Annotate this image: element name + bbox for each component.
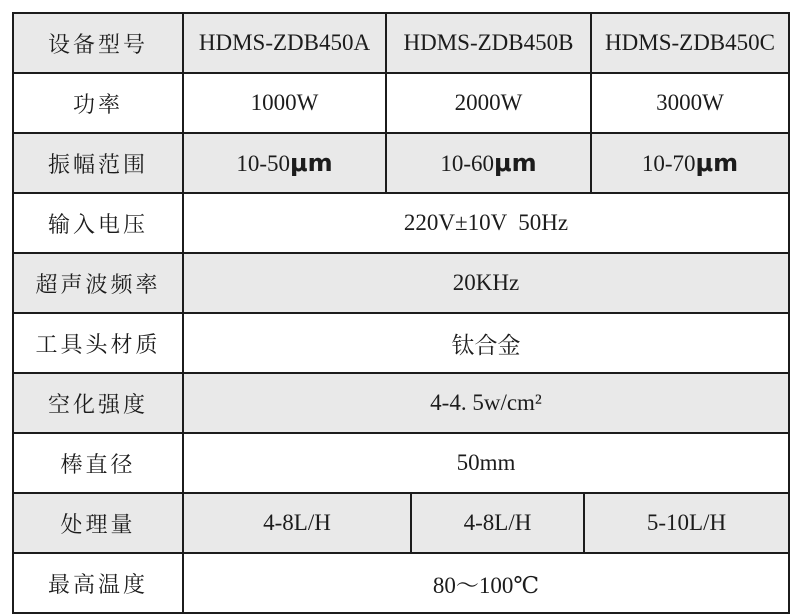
spec-value: 3000W — [591, 73, 789, 133]
spec-value: 20KHz — [183, 253, 789, 313]
amplitude-unit: μm — [290, 149, 333, 177]
spec-value: 4-8L/H — [183, 493, 411, 553]
spec-table — [12, 12, 790, 614]
spec-value — [591, 133, 789, 193]
spec-value: 50mm — [183, 433, 789, 493]
row-label: 处理量 — [13, 493, 183, 553]
row-label: 输入电压 — [13, 193, 183, 253]
spec-value: 2000W — [386, 73, 591, 133]
spec-value: 1000W — [183, 73, 386, 133]
amplitude-unit: μm — [695, 149, 739, 177]
spec-value: HDMS-ZDB450A — [183, 13, 386, 73]
row-amplitude-range — [13, 133, 789, 193]
spec-value: HDMS-ZDB450C — [591, 13, 789, 73]
row-label: 工具头材质 — [13, 313, 183, 373]
spec-value: 80～100℃ — [183, 553, 789, 613]
row-max-temperature — [13, 553, 789, 613]
spec-value: 5-10L/H — [584, 493, 789, 553]
row-label: 设备型号 — [13, 13, 183, 73]
row-rod-diameter — [13, 433, 789, 493]
row-label: 超声波频率 — [13, 253, 183, 313]
spec-value — [386, 133, 591, 193]
row-label: 功率 — [13, 73, 183, 133]
amplitude-number: 10-50 — [236, 151, 290, 176]
spec-value: 4-4. 5w/cm² — [183, 373, 789, 433]
row-tool-head-material — [13, 313, 789, 373]
spec-value: HDMS-ZDB450B — [386, 13, 591, 73]
amplitude-number: 10-60 — [440, 151, 494, 176]
row-device-model — [13, 13, 789, 73]
row-ultrasonic-frequency — [13, 253, 789, 313]
spec-value — [183, 133, 386, 193]
amplitude-number: 10-70 — [641, 151, 696, 176]
row-throughput — [13, 493, 789, 553]
row-label: 最高温度 — [13, 553, 183, 613]
row-power — [13, 73, 789, 133]
row-input-voltage — [13, 193, 789, 253]
row-label: 振幅范围 — [13, 133, 183, 193]
spec-value: 钛合金 — [183, 313, 789, 373]
row-cavitation-intensity — [13, 373, 789, 433]
spec-value: 4-8L/H — [411, 493, 584, 553]
row-label: 棒直径 — [13, 433, 183, 493]
spec-value: 220V±10V 50Hz — [183, 193, 789, 253]
amplitude-unit: μm — [494, 149, 537, 177]
row-label: 空化强度 — [13, 373, 183, 433]
